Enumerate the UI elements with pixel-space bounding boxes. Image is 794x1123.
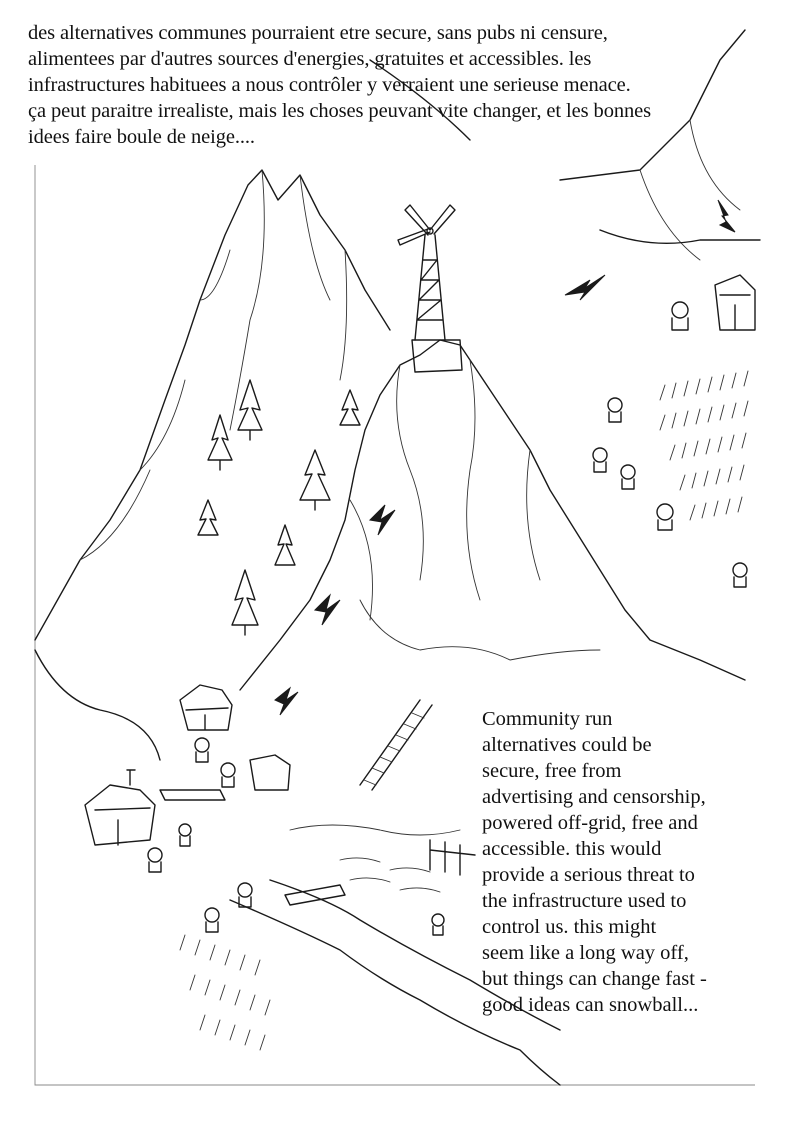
english-caption: Community run alternatives could be secure, free from advertising and censorship, powered off-grid, free and accessible. this would provide a serious threat to the infrastructure used to control us. this might seem like a long way off, but things can change fast - good ideas can snowball... <box>482 708 707 1016</box>
village-huts <box>85 685 290 845</box>
pine-trees <box>198 380 360 635</box>
ladder <box>360 700 432 790</box>
crop-field <box>660 371 748 520</box>
central-peak <box>240 340 745 690</box>
right-house <box>715 275 755 330</box>
left-mountain <box>35 170 390 640</box>
french-caption: des alternatives communes pourraient etre secure, sans pubs ni censure, alimentees par d'autres sources d'energies, gratuites et accessibles. les infrastructures habituees a nous contrôler y verraient une serieuse menace. ça peut paraitre irrealiste, mais les choses peuvant vite changer, et les bonnes idees faire boule de neige.... <box>28 22 652 148</box>
fence <box>430 840 475 875</box>
lower-field <box>180 858 440 1050</box>
lightning-bolts <box>275 200 735 715</box>
